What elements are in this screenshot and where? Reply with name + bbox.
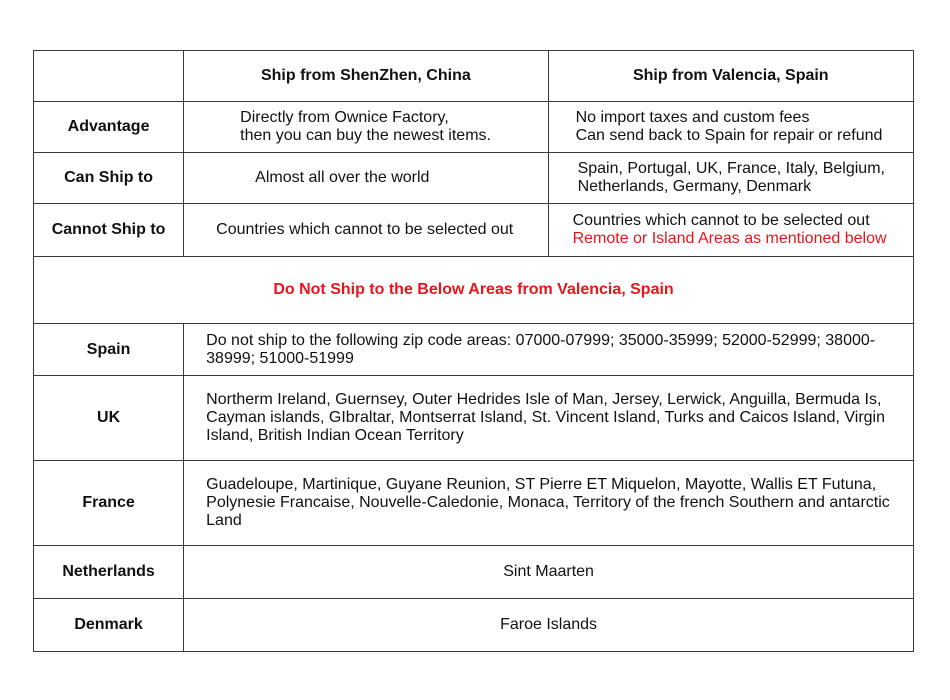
denmark-row [34, 599, 914, 652]
can-ship-valencia-line1: Spain, Portugal, UK, France, Italy, Belgium, [577, 160, 885, 177]
can-ship-row [34, 153, 914, 204]
netherlands-row [34, 546, 914, 599]
advantage-valencia [548, 102, 913, 153]
cannot-ship-valencia-line1: Countries which cannot to be selected out [572, 212, 870, 229]
uk-label: UK [34, 376, 184, 461]
spain-row [34, 324, 914, 376]
cannot-ship-row [34, 204, 914, 257]
cannot-ship-valencia-line2: Remote or Island Areas as mentioned below [572, 230, 887, 247]
cannot-ship-valencia [548, 204, 913, 257]
banner-row [34, 257, 914, 324]
can-ship-label: Can Ship to [34, 153, 184, 204]
advantage-label: Advantage [34, 102, 184, 153]
header-shenzhen: Ship from ShenZhen, China [184, 51, 548, 102]
advantage-shenzhen-line2: then you can buy the newest items. [240, 127, 491, 144]
france-areas: Guadeloupe, Martinique, Guyane Reunion, ST Pierre ET Miquelon, Mayotte, Wallis ET Futuna, Polynesie Francaise, Nouvelle-Caledonie, Monaca, Territory of the french Southern and antarctic Land [184, 461, 914, 546]
spain-label: Spain [34, 324, 184, 376]
advantage-row [34, 102, 914, 153]
advantage-shenzhen [184, 102, 548, 153]
denmark-areas: Faroe Islands [184, 599, 914, 652]
advantage-shenzhen-line1: Directly from Ownice Factory, [240, 109, 449, 126]
spain-areas: Do not ship to the following zip code areas: 07000-07999; 35000-35999; 52000-52999; 38000-38999; 51000-51999 [184, 324, 914, 376]
denmark-label: Denmark [34, 599, 184, 652]
netherlands-label: Netherlands [34, 546, 184, 599]
can-ship-shenzhen: Almost all over the world [184, 153, 548, 204]
uk-row [34, 376, 914, 461]
header-valencia: Ship from Valencia, Spain [548, 51, 913, 102]
cannot-ship-shenzhen: Countries which cannot to be selected out [184, 204, 548, 257]
do-not-ship-banner: Do Not Ship to the Below Areas from Valencia, Spain [34, 257, 914, 324]
shipping-table [33, 50, 914, 652]
cannot-ship-label: Cannot Ship to [34, 204, 184, 257]
can-ship-valencia-line2: Netherlands, Germany, Denmark [577, 178, 812, 195]
france-row [34, 461, 914, 546]
header-row [34, 51, 914, 102]
netherlands-areas: Sint Maarten [184, 546, 914, 599]
can-ship-valencia [548, 153, 913, 204]
advantage-valencia-line1: No import taxes and custom fees [575, 109, 810, 126]
uk-areas: Northerm Ireland, Guernsey, Outer Hedrides Isle of Man, Jersey, Lerwick, Anguilla, Bermuda Is, Cayman islands, GIbraltar, Montserrat Island, St. Vincent Island, Turks and Caicos Island, Virgin Island, British Indian Ocean Territory [184, 376, 914, 461]
header-empty-cell [34, 51, 184, 102]
advantage-valencia-line2: Can send back to Spain for repair or refund [575, 127, 883, 144]
france-label: France [34, 461, 184, 546]
